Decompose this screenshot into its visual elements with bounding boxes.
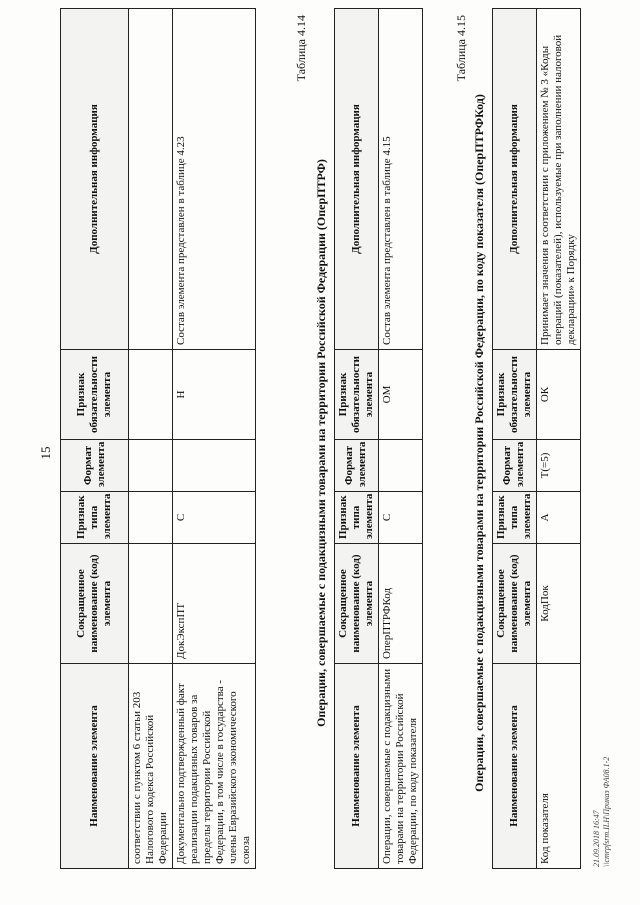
table-cell bbox=[129, 349, 173, 439]
header-cell: Дополнительная информация bbox=[335, 8, 379, 349]
file-stamp-path: \\cmrpfsrm.ILH\Приказ ФА08.1-2 bbox=[601, 756, 611, 867]
table-caption: Таблица 4.14 bbox=[294, 14, 308, 81]
table-row bbox=[378, 8, 422, 868]
table-cell: ДокЭкспПТ bbox=[172, 543, 255, 663]
table-cell bbox=[129, 8, 173, 349]
table-cell: Состав элемента представлен в таблице 4.23 bbox=[172, 8, 255, 349]
header-cell: Признак обязательности элемента bbox=[61, 349, 129, 439]
table-cell: Документально подтвержденный факт реализации подакцизных товаров за пределы территории Российской Федерации, в том числе в государства - члены Евразийского экономического союза bbox=[172, 663, 255, 868]
table-caption: Таблица 4.15 bbox=[454, 14, 468, 81]
table-heading: Операции, совершаемые с подакцизными товарами на территории Российской Федерации, по коду показателя (ОперПТРФКод) bbox=[472, 93, 486, 792]
table-cell bbox=[129, 491, 173, 543]
header-cell: Признак обязательности элемента bbox=[335, 349, 379, 439]
header-cell: Формат элемента bbox=[493, 439, 537, 491]
table-cell: С bbox=[378, 491, 422, 543]
header-cell: Формат элемента bbox=[61, 439, 129, 491]
table-cell: ОК bbox=[536, 349, 580, 439]
table-cell bbox=[378, 439, 422, 491]
table-cell bbox=[172, 439, 255, 491]
rotated-content bbox=[20, 13, 620, 893]
header-cell: Признак типа элемента bbox=[335, 491, 379, 543]
table-cell: соответствии с пунктом 6 статьи 203 Налогового кодекса Российской Федерации bbox=[129, 663, 173, 868]
table-cell: А bbox=[536, 491, 580, 543]
header-cell: Дополнительная информация bbox=[61, 8, 129, 349]
table-row bbox=[536, 8, 580, 868]
header-cell: Наименование элемента bbox=[335, 663, 379, 868]
header-cell: Наименование элемента bbox=[493, 663, 537, 868]
table-cell: Н bbox=[172, 349, 255, 439]
table-cell: T(=5) bbox=[536, 439, 580, 491]
table-cell: ОМ bbox=[378, 349, 422, 439]
table-cell: Операции, совершаемые с подакцизными товарами на территории Российской Федерации, по коду показателя bbox=[378, 663, 422, 868]
header-cell: Сокращенное наименование (код) элемента bbox=[335, 543, 379, 663]
header-cell: Признак обязательности элемента bbox=[493, 349, 537, 439]
table-cell: Принимает значения в соответствии с приложением № 3 «Коды операций (показателей), используемые при заполнении налоговой декларации» к Порядку bbox=[536, 8, 580, 349]
table-cell: Состав элемента представлен в таблице 4.15 bbox=[378, 8, 422, 349]
table-cell: С bbox=[172, 491, 255, 543]
header-cell: Признак типа элемента bbox=[493, 491, 537, 543]
table-cell: КодПок bbox=[536, 543, 580, 663]
table-cell: ОперПТРФКод bbox=[378, 543, 422, 663]
header-cell: Сокращенное наименование (код) элемента bbox=[61, 543, 129, 663]
file-stamp-date: 21.09.2018 16:47 bbox=[592, 809, 601, 867]
file-stamp bbox=[592, 756, 611, 866]
header-cell: Наименование элемента bbox=[61, 663, 129, 868]
table-header-row bbox=[61, 8, 129, 868]
table-header-row bbox=[335, 8, 379, 868]
table-row bbox=[129, 8, 173, 868]
header-cell: Признак типа элемента bbox=[61, 491, 129, 543]
header-cell: Формат элемента bbox=[335, 439, 379, 491]
header-cell: Сокращенное наименование (код) элемента bbox=[493, 543, 537, 663]
table-header-row bbox=[493, 8, 537, 868]
table-row bbox=[172, 8, 255, 868]
header-cell: Дополнительная информация bbox=[493, 8, 537, 349]
table-heading: Операции, совершаемые с подакцизными товарами на территории Российской Федерации (ОперПТРФ) bbox=[314, 158, 328, 727]
page-number: 15 bbox=[38, 446, 53, 459]
table-continuation bbox=[60, 8, 256, 869]
table-4-14 bbox=[334, 8, 423, 869]
table-cell bbox=[129, 439, 173, 491]
table-4-15 bbox=[492, 8, 581, 869]
table-cell bbox=[129, 543, 173, 663]
table-cell: Код показателя bbox=[536, 663, 580, 868]
